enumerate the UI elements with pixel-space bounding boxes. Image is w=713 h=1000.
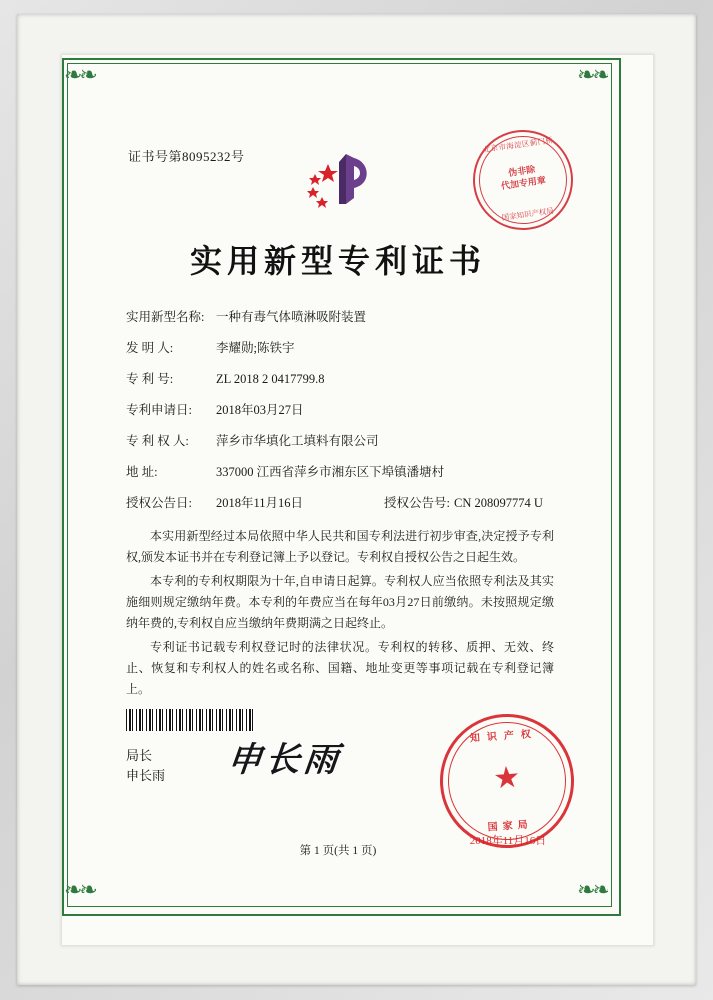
- grant-row: [126, 488, 556, 519]
- certificate-content: [88, 84, 588, 884]
- page-title: 实用新型专利证书: [189, 243, 486, 279]
- paragraph: 专利证书记载专利权登记时的法律状况。专利权的转移、质押、无效、终止、恢复和专利权人的姓名或名称、国籍、地址变更等事项记载在专利登记簿上。: [126, 640, 554, 696]
- certificate-number: 证书号第8095232号: [128, 149, 245, 164]
- seal-bottom-text: 国家局: [487, 819, 534, 834]
- seal-bottom-text: 国家知识产权局: [501, 206, 555, 223]
- corner-ornament-top-right: ❧❧: [577, 62, 608, 87]
- seal-top-text: 知识产权: [469, 728, 539, 745]
- field-row: [126, 426, 556, 457]
- signature-title-line1: 局长: [126, 748, 153, 763]
- page-footer: 第 1 页(共 1 页): [299, 845, 377, 857]
- field-label: 专利申请日:: [126, 403, 192, 417]
- grant-date-label: 授权公告日:: [126, 496, 192, 510]
- grant-number-label: 授权公告号:: [384, 496, 450, 510]
- corner-ornament-top-left: ❧❧: [64, 62, 95, 87]
- field-label: 实用新型名称:: [126, 310, 205, 324]
- field-value: 萍乡市华填化工填料有限公司: [216, 434, 379, 448]
- field-value: ZL 2018 2 0417799.8: [216, 372, 325, 386]
- field-row: [126, 302, 556, 333]
- corner-ornament-bottom-right: ❧❧: [577, 877, 608, 902]
- grant-number-value: CN 208097774 U: [453, 496, 543, 510]
- field-value: 一种有毒气体喷淋吸附装置: [216, 310, 367, 324]
- paragraph: 本专利的专利权期限为十年,自申请日起算。专利权人应当依照专利法及其实施细则规定缴纳年费。本专利的年费应当在每年03月27日前缴纳。未按照规定缴纳年费的,专利权自应当缴纳年费期满之日起终止。: [126, 574, 554, 630]
- field-value: 337000 江西省萍乡市湘东区下埠镇潘塘村: [216, 465, 445, 479]
- seal-arc-text: 北京市海淀区蓟门桥: [482, 135, 554, 155]
- field-label: 专 利 权 人:: [126, 434, 189, 448]
- field-label: 地 址:: [126, 465, 158, 479]
- patent-office-logo-icon: [298, 150, 388, 220]
- field-value: 李耀勋;陈铁宇: [216, 341, 295, 355]
- field-value: 2018年03月27日: [216, 403, 304, 417]
- grant-number-group: [384, 488, 543, 519]
- legal-text: [126, 526, 554, 703]
- field-label: 专 利 号:: [126, 372, 174, 386]
- paragraph: 本实用新型经过本局依照中华人民共和国专利法进行初步审查,决定授予专利权,颁发本证书并在专利登记簿上予以登记。专利权自授权公告之日起生效。: [126, 529, 554, 564]
- field-label: 发 明 人:: [126, 341, 174, 355]
- signature-title-line2: 申长雨: [126, 768, 166, 783]
- field-row: [126, 457, 556, 488]
- seal-middle-text: 伪非除 代加专用章: [500, 164, 547, 192]
- seal-date: 2018年11月16日: [469, 835, 547, 847]
- certificate-fields: [126, 302, 556, 519]
- field-row: [126, 333, 556, 364]
- grant-date-value: 2018年11月16日: [216, 496, 304, 510]
- barcode: [126, 709, 254, 731]
- field-row: [126, 364, 556, 395]
- star-icon: ★: [492, 760, 522, 796]
- signature-title: [126, 746, 165, 786]
- top-red-seal: [467, 124, 580, 237]
- field-row: [126, 395, 556, 426]
- corner-ornament-bottom-left: ❧❧: [64, 877, 95, 902]
- handwritten-signature: 申长雨: [225, 742, 344, 779]
